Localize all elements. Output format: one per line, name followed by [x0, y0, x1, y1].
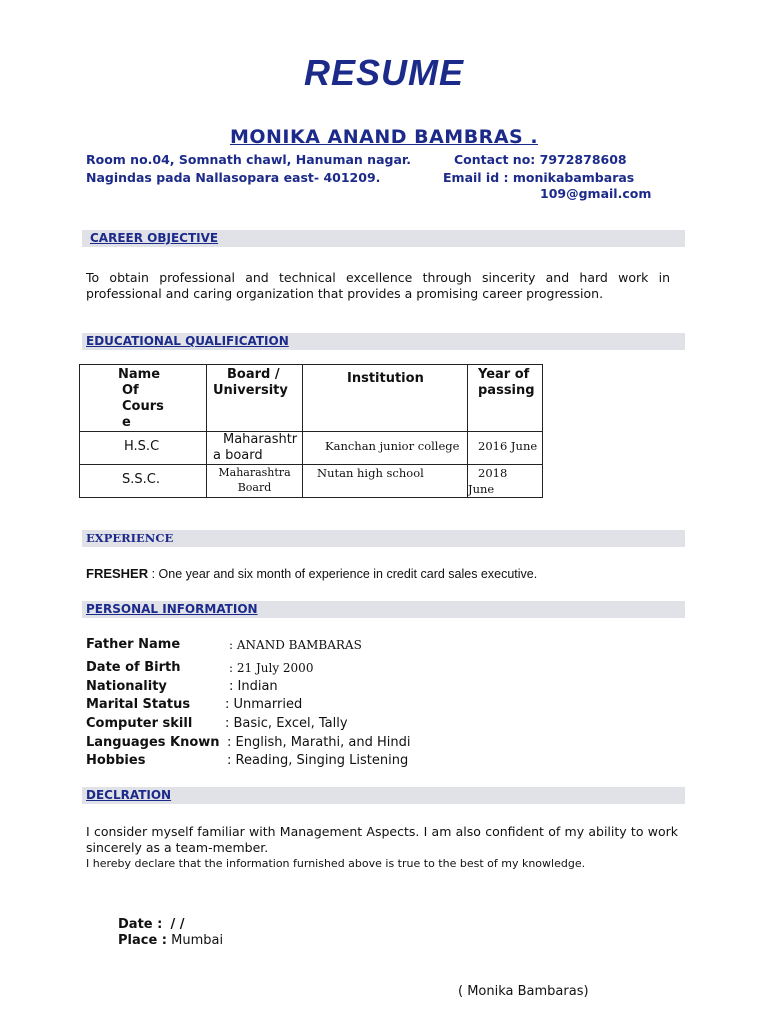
table-row	[80, 432, 543, 465]
header-board-line: Board /	[227, 367, 280, 382]
address-line-2: Nagindas pada Nallasopara east- 401209.	[86, 170, 381, 185]
declaration-statement: I hereby declare that the information furnished above is true to the best of my knowledge.	[86, 857, 586, 870]
cell-course	[80, 465, 207, 498]
value-computer-skill: : Basic, Excel, Tally	[225, 716, 348, 731]
header-course-line: Cours	[122, 399, 164, 414]
cell-year	[468, 432, 543, 465]
label-nationality: Nationality	[86, 679, 167, 694]
education-table	[79, 364, 543, 498]
place-label: Place :	[118, 933, 168, 948]
date-line	[118, 917, 185, 932]
header-institution	[303, 365, 468, 432]
board-line: Maharashtra	[218, 466, 291, 479]
signature: ( Monika Bambaras)	[458, 984, 589, 999]
header-course	[80, 365, 207, 432]
career-objective-text: To obtain professional and technical excellence through sincerity and hard work in professional and caring organization that provides a promising career progression.	[86, 270, 670, 301]
header-board	[207, 365, 303, 432]
value-marital-status: : Unmarried	[225, 697, 303, 712]
label-hobbies: Hobbies	[86, 753, 146, 768]
declaration-heading: DECLRATION	[86, 788, 172, 802]
header-year-line: passing	[478, 383, 535, 398]
email-line-1: Email id : monikabambaras	[443, 170, 635, 185]
course-name: H.S.C	[124, 439, 160, 454]
institution-name: Kanchan junior college	[325, 439, 460, 453]
personal-heading: PERSONAL INFORMATION	[86, 602, 258, 616]
cell-board	[207, 432, 303, 465]
course-name: S.S.C.	[122, 472, 160, 487]
cell-institution	[303, 432, 468, 465]
table-row	[80, 465, 543, 498]
candidate-name: MONIKA ANAND BAMBRAS .	[229, 126, 539, 148]
education-heading: EDUCATIONAL QUALIFICATION	[86, 334, 289, 348]
place-value: Mumbai	[167, 933, 224, 948]
table-header-row	[80, 365, 543, 432]
passing-year-line: June	[468, 482, 495, 496]
institution-name: Nutan high school	[317, 466, 424, 480]
value-languages-known: : English, Marathi, and Hindi	[227, 735, 411, 750]
value-date-of-birth: : 21 July 2000	[229, 661, 314, 675]
passing-year: 2016 June	[478, 439, 538, 453]
declaration-bar	[82, 787, 685, 804]
header-institution-label: Institution	[347, 371, 424, 386]
experience-line	[86, 566, 537, 581]
label-marital-status: Marital Status	[86, 697, 191, 712]
experience-label: FRESHER	[86, 566, 149, 581]
cell-year	[468, 465, 543, 498]
header-course-line: Name	[118, 367, 161, 382]
label-father-name: Father Name	[86, 637, 181, 652]
experience-text: : One year and six month of experience in credit card sales executive.	[148, 567, 538, 581]
label-computer-skill: Computer skill	[86, 716, 193, 731]
board-line: Maharashtr	[223, 432, 298, 447]
passing-year-line: 2018	[478, 466, 508, 480]
career-objective-heading: CAREER OBJECTIVE	[90, 231, 219, 245]
label-languages-known: Languages Known	[86, 735, 220, 750]
header-year-line: Year of	[478, 367, 530, 382]
label-date-of-birth: Date of Birth	[86, 660, 181, 675]
experience-heading: EXPERIENCE	[86, 531, 174, 545]
value-hobbies: : Reading, Singing Listening	[227, 753, 409, 768]
date-label: Date :	[118, 917, 163, 932]
declaration-text: I consider myself familiar with Management Aspects. I am also confident of my ability to work sincerely as a team-member.	[86, 824, 678, 855]
header-year	[468, 365, 543, 432]
address-line-1: Room no.04, Somnath chawl, Hanuman nagar.	[86, 152, 412, 167]
value-nationality: : Indian	[229, 679, 278, 694]
board-line: a board	[213, 448, 263, 463]
contact-number: Contact no: 7972878608	[454, 152, 627, 167]
resume-title: RESUME	[303, 52, 465, 93]
value-father-name: : ANAND BAMBARAS	[229, 638, 362, 652]
header-course-line: Of	[122, 383, 139, 398]
date-value: / /	[170, 917, 185, 932]
board-line: Board	[237, 481, 272, 494]
header-course-line: e	[122, 415, 131, 430]
place-line	[118, 933, 223, 948]
cell-course	[80, 432, 207, 465]
cell-board	[207, 465, 303, 498]
cell-institution	[303, 465, 468, 498]
email-line-2: 109@gmail.com	[540, 186, 652, 201]
header-board-line: University	[213, 383, 288, 398]
